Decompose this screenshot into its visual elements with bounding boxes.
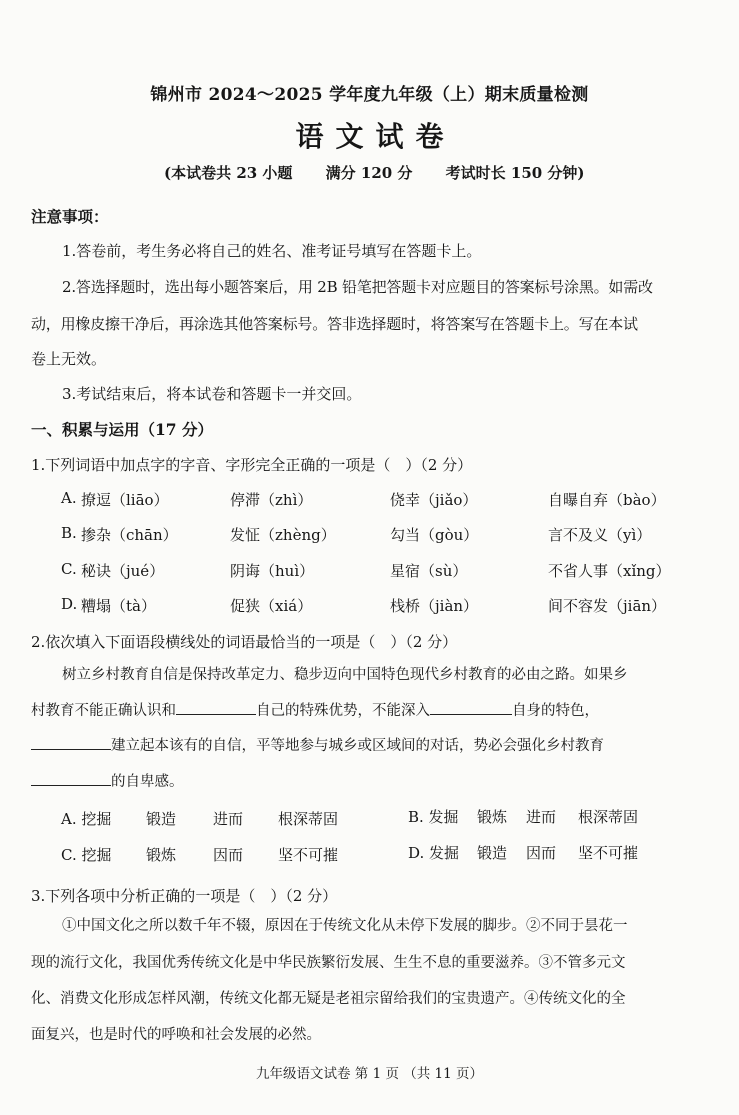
word: 勾当（gòu） (390, 526, 479, 544)
word: 自曝自弃（bào） (548, 491, 666, 509)
word: 促狭（xiá） (230, 597, 313, 615)
word: 栈桥（jiàn） (390, 597, 479, 615)
word: 撩逗（liāo） (81, 491, 169, 509)
q2-passage-line-3 (31, 734, 604, 755)
word: 不省人事（xǐng） (548, 562, 671, 580)
exam-title: 语文试卷 (295, 120, 456, 153)
option-word: 根深蒂固 (578, 808, 639, 826)
option-word: C. 挖掘 (61, 846, 112, 864)
option-word: 因而 (213, 846, 244, 864)
notes-heading: 注意事项： (31, 207, 109, 226)
answer-blank (176, 700, 256, 715)
passage-text: 自身的特色， (512, 703, 599, 719)
option-word: 锻炼 (477, 808, 508, 826)
page-footer: 九年级语文试卷 第 1 页 （共 11 页） (255, 1066, 483, 1082)
word: 秘诀（jué） (81, 562, 165, 580)
word: 间不容发（jiān） (548, 597, 667, 615)
option-word: A. 挖掘 (61, 810, 112, 828)
option-word: 锻造 (477, 844, 508, 862)
option-word: 因而 (526, 844, 557, 862)
q3-passage-line-2: 现的流行文化，我国优秀传统文化是中华民族繁衍发展、生生不息的重要滋养。③不管多元文 (31, 955, 626, 971)
q2-passage-line-4 (31, 770, 184, 791)
option-word: 锻炼 (146, 846, 177, 864)
note-1: 1.答卷前，考生务必将自己的姓名、准考证号填写在答题卡上。 (62, 242, 482, 260)
passage-text: 的自卑感。 (111, 774, 184, 790)
option-word: 进而 (526, 808, 557, 826)
note-3: 3.考试结束后，将本试卷和答题卡一并交回。 (62, 385, 362, 403)
word: 言不及义（yì） (548, 526, 652, 544)
q3-passage-line-1: ①中国文化之所以数千年不辍，原因在于传统文化从未停下发展的脚步。②不同于昙花一 (62, 918, 628, 934)
option-word: 根深蒂固 (278, 810, 339, 828)
word: 掺杂（chān） (81, 526, 178, 544)
answer-blank (430, 700, 512, 715)
option-label: A. (61, 489, 77, 507)
passage-text: 自己的特殊优势，不能深入 (256, 703, 430, 719)
word: 星宿（sù） (390, 562, 468, 580)
option-word: 坚不可摧 (578, 844, 639, 862)
option-word: B. 发掘 (408, 808, 459, 826)
question-2-stem: 2.依次填入下面语段横线处的词语最恰当的一项是（ ）（2 分） (31, 633, 458, 651)
note-2-line-1: 2.答选择题时，选出每小题答案后，用 2B 铅笔把答题卡对应题目的答案标号涂黑。如需改 (62, 278, 653, 296)
word: 糟塌（tà） (81, 597, 156, 615)
exam-subtitle (164, 162, 585, 183)
q3-passage-line-4: 面复兴，也是时代的呼唤和社会发展的必然。 (31, 1027, 321, 1043)
q2-passage-line-1: 树立乡村教育自信是保持改革定力、稳步迈向中国特色现代乡村教育的必由之路。如果乡 (62, 667, 628, 683)
note-2-line-2: 动，用橡皮擦干净后，再涂选其他答案标号。答非选择题时，将答案写在答题卡上。写在本试 (31, 315, 638, 333)
q3-passage-line-3: 化、消费文化形成怎样风潮，传统文化都无疑是老祖宗留给我们的宝贵遗产。④传统文化的全 (31, 991, 626, 1007)
answer-blank (31, 735, 111, 750)
option-word: 锻造 (146, 810, 177, 828)
option-word: 坚不可摧 (278, 846, 339, 864)
option-word: D. 发掘 (408, 844, 460, 862)
question-1-stem: 1.下列词语中加点字的字音、字形完全正确的一项是（ ）（2 分） (31, 456, 473, 474)
option-label: B. (61, 524, 77, 542)
full-score: 满分 120 分 (325, 164, 413, 182)
answer-blank (31, 771, 111, 786)
option-word: 进而 (213, 810, 244, 828)
passage-text: 建立起本该有的自信，平等地参与城乡或区域间的对话，势必会强化乡村教育 (111, 738, 604, 754)
question-count: (本试卷共 23 小题 (164, 164, 293, 182)
option-label: D. (61, 595, 78, 613)
word: 发怔（zhèng） (230, 526, 336, 544)
option-label: C. (61, 560, 77, 578)
note-2-line-3: 卷上无效。 (31, 350, 107, 368)
exam-duration: 考试时长 150 分钟) (445, 164, 585, 182)
q2-passage-line-2 (31, 699, 599, 720)
exam-header: 锦州市 2024～2025 学年度九年级（上）期末质量检测 (150, 85, 589, 105)
word: 停滞（zhì） (230, 491, 313, 509)
word: 阴诲（huì） (230, 562, 315, 580)
word: 侥幸（jiǎo） (390, 491, 478, 509)
question-3-stem: 3.下列各项中分析正确的一项是（ ）（2 分） (31, 887, 338, 905)
passage-text: 村教育不能正确认识和 (31, 703, 176, 719)
section-1-heading: 一、积累与运用（17 分） (31, 420, 213, 439)
